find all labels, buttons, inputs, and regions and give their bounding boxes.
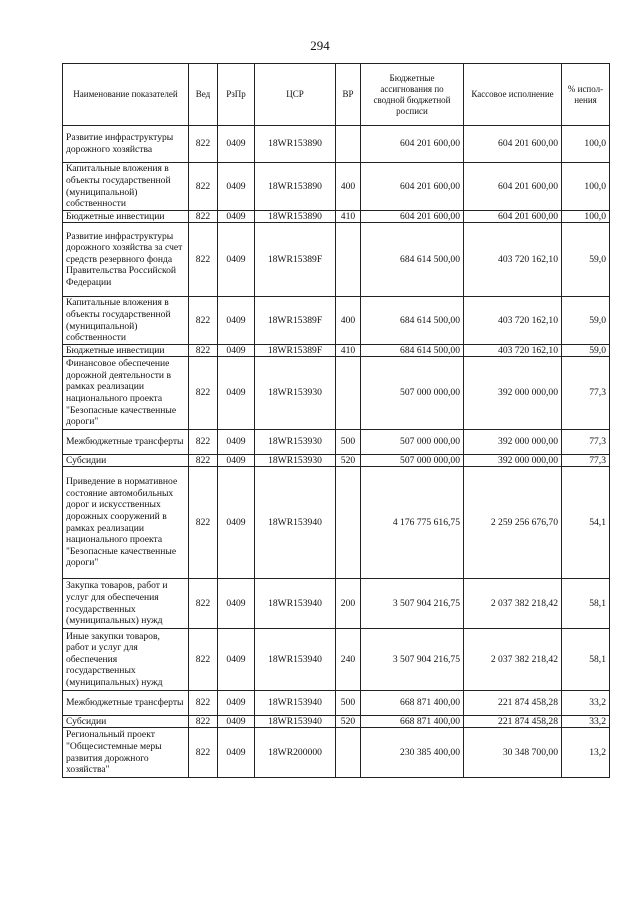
row-cash: 30 348 700,00 [464,728,562,778]
row-percent: 54,1 [562,467,610,579]
row-csr: 18WR200000 [255,728,336,778]
row-rzpr: 0409 [218,223,255,297]
table-row [63,345,610,357]
row-rzpr: 0409 [218,728,255,778]
row-csr: 18WR153940 [255,629,336,691]
row-vr: 410 [336,211,361,223]
table-row [63,728,610,778]
row-cash: 403 720 162,10 [464,297,562,345]
table-row [63,297,610,345]
row-name: Приведение в нормативное состояние автомобильных дорог и искусственных дорожных сооружений в рамках реализации национального проекта "Безопасные качественные дороги" [63,467,189,579]
row-percent: 100,0 [562,163,610,211]
row-name: Региональный проект "Общесистемные меры развития дорожного хозяйства" [63,728,189,778]
row-vr [336,357,361,430]
row-percent: 59,0 [562,345,610,357]
header-vr: ВР [336,64,361,126]
row-rzpr: 0409 [218,297,255,345]
row-cash: 392 000 000,00 [464,430,562,455]
row-ved: 822 [189,163,218,211]
table-row [63,716,610,728]
row-cash: 604 201 600,00 [464,211,562,223]
table-row [63,357,610,430]
table-row [63,691,610,716]
row-name: Финансовое обеспечение дорожной деятельности в рамках реализации национального проекта "Безопасные качественные дороги" [63,357,189,430]
row-budget: 3 507 904 216,75 [361,579,464,629]
row-vr: 200 [336,579,361,629]
row-ved: 822 [189,345,218,357]
row-csr: 18WR153940 [255,467,336,579]
row-rzpr: 0409 [218,455,255,467]
row-cash: 392 000 000,00 [464,357,562,430]
row-budget: 604 201 600,00 [361,211,464,223]
row-vr: 400 [336,297,361,345]
row-ved: 822 [189,691,218,716]
header-name: Наименование показателей [63,64,189,126]
row-ved: 822 [189,579,218,629]
row-cash: 403 720 162,10 [464,223,562,297]
table-row [63,579,610,629]
row-csr: 18WR153940 [255,691,336,716]
row-rzpr: 0409 [218,467,255,579]
row-rzpr: 0409 [218,345,255,357]
row-percent: 33,2 [562,691,610,716]
header-rzpr: РзПр [218,64,255,126]
row-name: Бюджетные инвестиции [63,211,189,223]
row-cash: 2 259 256 676,70 [464,467,562,579]
row-cash: 392 000 000,00 [464,455,562,467]
table-header-row [63,64,610,126]
row-budget: 507 000 000,00 [361,430,464,455]
row-budget: 668 871 400,00 [361,691,464,716]
row-percent: 77,3 [562,455,610,467]
row-percent: 13,2 [562,728,610,778]
row-budget: 684 614 500,00 [361,345,464,357]
header-cash: Кассовое исполнение [464,64,562,126]
row-budget: 4 176 775 616,75 [361,467,464,579]
table-row [63,467,610,579]
row-budget: 668 871 400,00 [361,716,464,728]
row-vr: 520 [336,716,361,728]
table-row [63,455,610,467]
row-vr [336,728,361,778]
row-csr: 18WR153930 [255,357,336,430]
row-name: Межбюджетные трансферты [63,430,189,455]
row-csr: 18WR15389F [255,345,336,357]
header-percent: % испол- нения [562,64,610,126]
row-rzpr: 0409 [218,126,255,163]
row-vr: 500 [336,430,361,455]
row-name: Развитие инфраструктуры дорожного хозяйства за счет средств резервного фонда Правительства Российской Федерации [63,223,189,297]
row-vr: 500 [336,691,361,716]
row-name: Межбюджетные трансферты [63,691,189,716]
table-row [63,126,610,163]
row-cash: 604 201 600,00 [464,126,562,163]
row-percent: 33,2 [562,716,610,728]
row-name: Иные закупки товаров, работ и услуг для обеспечения государственных (муниципальных) нужд [63,629,189,691]
row-percent: 58,1 [562,579,610,629]
row-vr: 520 [336,455,361,467]
row-percent: 100,0 [562,211,610,223]
row-csr: 18WR153940 [255,579,336,629]
row-vr: 400 [336,163,361,211]
row-vr: 240 [336,629,361,691]
row-percent: 77,3 [562,430,610,455]
row-name: Бюджетные инвестиции [63,345,189,357]
row-ved: 822 [189,223,218,297]
row-budget: 684 614 500,00 [361,223,464,297]
row-budget: 507 000 000,00 [361,455,464,467]
row-name: Закупка товаров, работ и услуг для обеспечения государственных (муниципальных) нужд [63,579,189,629]
row-ved: 822 [189,126,218,163]
row-ved: 822 [189,430,218,455]
row-cash: 2 037 382 218,42 [464,579,562,629]
row-budget: 604 201 600,00 [361,163,464,211]
row-percent: 58,1 [562,629,610,691]
header-csr: ЦСР [255,64,336,126]
row-percent: 77,3 [562,357,610,430]
row-cash: 221 874 458,28 [464,716,562,728]
row-vr [336,223,361,297]
row-ved: 822 [189,629,218,691]
table-row [63,629,610,691]
row-csr: 18WR153890 [255,211,336,223]
row-ved: 822 [189,716,218,728]
row-cash: 403 720 162,10 [464,345,562,357]
row-name: Субсидии [63,716,189,728]
row-budget: 3 507 904 216,75 [361,629,464,691]
budget-execution-table [62,63,610,778]
table-row [63,211,610,223]
row-rzpr: 0409 [218,163,255,211]
row-ved: 822 [189,211,218,223]
row-csr: 18WR153890 [255,163,336,211]
table-row [63,430,610,455]
row-name: Капитальные вложения в объекты государственной (муниципальной) собственности [63,297,189,345]
row-name: Субсидии [63,455,189,467]
row-name: Развитие инфраструктуры дорожного хозяйства [63,126,189,163]
row-ved: 822 [189,467,218,579]
row-budget: 507 000 000,00 [361,357,464,430]
row-rzpr: 0409 [218,211,255,223]
row-ved: 822 [189,728,218,778]
row-ved: 822 [189,297,218,345]
row-vr: 410 [336,345,361,357]
row-csr: 18WR153930 [255,455,336,467]
row-rzpr: 0409 [218,430,255,455]
row-percent: 59,0 [562,297,610,345]
row-ved: 822 [189,357,218,430]
header-ved: Вед [189,64,218,126]
row-csr: 18WR15389F [255,297,336,345]
row-rzpr: 0409 [218,691,255,716]
row-budget: 684 614 500,00 [361,297,464,345]
row-percent: 100,0 [562,126,610,163]
page-number: 294 [310,38,330,53]
row-vr [336,467,361,579]
row-percent: 59,0 [562,223,610,297]
row-name: Капитальные вложения в объекты государственной (муниципальной) собственности [63,163,189,211]
row-cash: 2 037 382 218,42 [464,629,562,691]
row-csr: 18WR15389F [255,223,336,297]
row-rzpr: 0409 [218,716,255,728]
row-csr: 18WR153930 [255,430,336,455]
row-budget: 230 385 400,00 [361,728,464,778]
row-vr [336,126,361,163]
row-rzpr: 0409 [218,629,255,691]
table-row [63,223,610,297]
header-budget: Бюджетные ассигнования по сводной бюджетной росписи [361,64,464,126]
row-cash: 604 201 600,00 [464,163,562,211]
row-budget: 604 201 600,00 [361,126,464,163]
row-rzpr: 0409 [218,357,255,430]
row-cash: 221 874 458,28 [464,691,562,716]
row-csr: 18WR153940 [255,716,336,728]
row-csr: 18WR153890 [255,126,336,163]
row-rzpr: 0409 [218,579,255,629]
row-ved: 822 [189,455,218,467]
table-row [63,163,610,211]
